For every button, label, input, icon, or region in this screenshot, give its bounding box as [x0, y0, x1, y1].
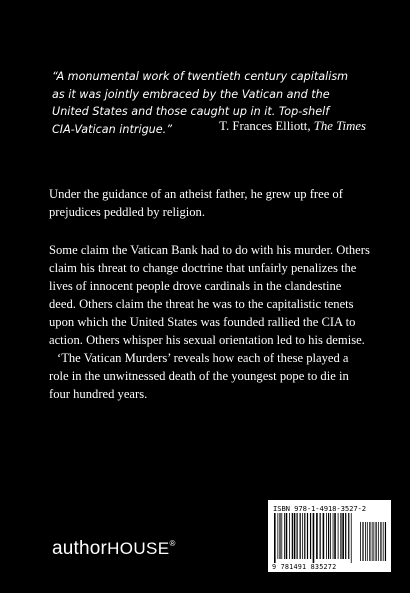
blurb-paragraph-3: ‘The Vatican Murders’ reveals how each of these played a role in the unwitnessed death of the youngest pope to die in four hundred years.: [49, 351, 349, 401]
quote-attribution: [219, 119, 366, 134]
isbn-barcode: [268, 500, 391, 572]
publisher-logo: [52, 538, 176, 560]
quote-publication: The Times: [313, 119, 366, 133]
logo-author-text: author: [52, 538, 108, 559]
logo-house-text: HOUSE: [107, 539, 170, 558]
quote-author: T. Frances Elliott,: [219, 119, 311, 133]
ean-digits: 9 781491 835272: [272, 563, 337, 571]
isbn-label: ISBN 978-1-4918-3527-2: [273, 504, 366, 513]
blurb-paragraph-1: Under the guidance of an atheist father, he grew up free of prejudices peddled by religion.: [49, 187, 343, 219]
registered-mark: ®: [169, 539, 176, 548]
review-quote: “A monumental work of twentieth century capitalism as it was jointly embraced by the Vatican and the United States and those caught up in it. Top-shelf CIA-Vatican intrigue.”: [52, 70, 349, 136]
barcode-bars: [272, 513, 389, 563]
blurb-paragraph-2: Some claim the Vatican Bank had to do with his murder. Others claim his threat to change doctrine that unfairly penalizes the lives of innocent people drove cardinals in the clandestine deed. Others claim the threat he was to the capitalistic tenets upon which the United States was founded rallied the CIA to action. Others whisper his sexual orientation led to his demise.: [49, 243, 370, 347]
